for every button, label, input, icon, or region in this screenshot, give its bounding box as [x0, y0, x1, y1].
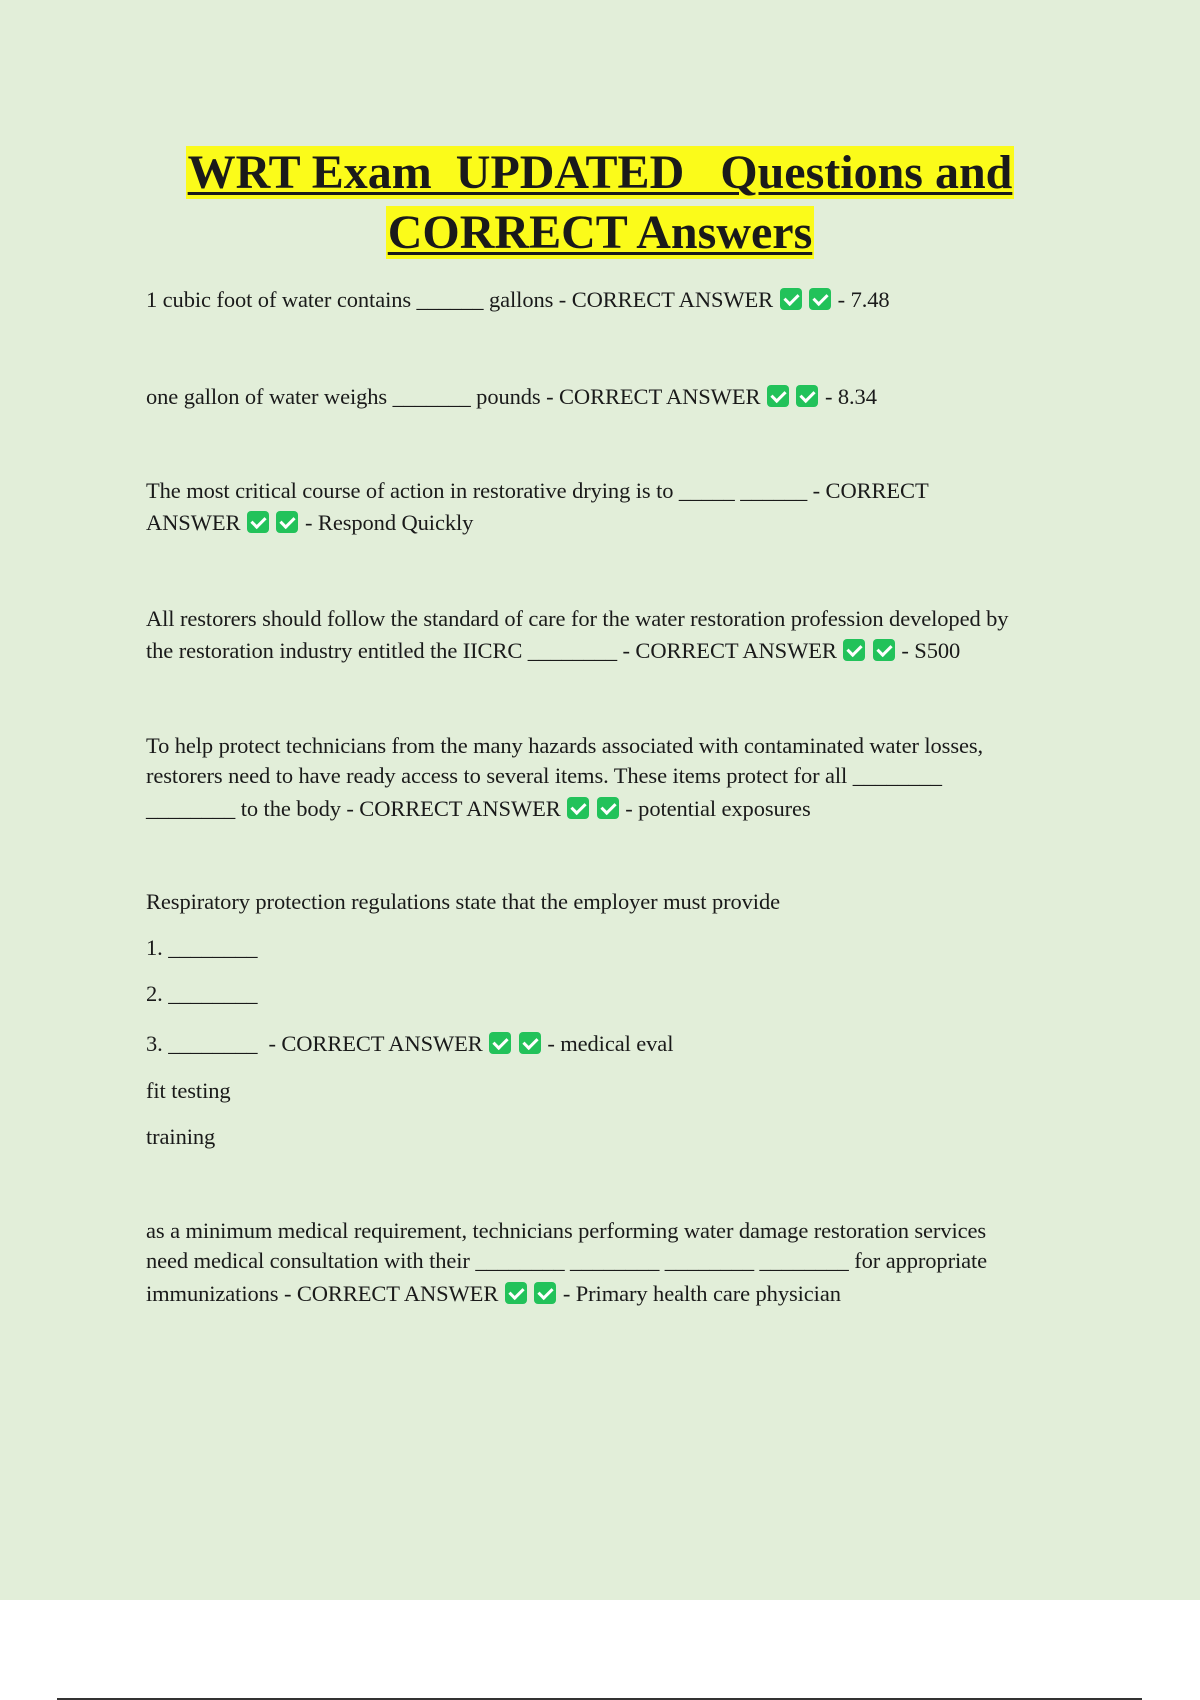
question-text: 1 cubic foot of water contains ______ gallons - CORRECT ANSWER [146, 287, 774, 312]
question-6-answer-2: fit testing [146, 1078, 231, 1103]
check-mark-icon [534, 1282, 556, 1304]
check-mark-icon [780, 288, 802, 310]
question-3-line-1: The most critical course of action in restorative drying is to _____ ______ - CORRECT [146, 478, 929, 503]
answer-text: - 8.34 [824, 384, 877, 409]
check-mark-icon [489, 1032, 511, 1054]
question-text: immunizations - CORRECT ANSWER [146, 1281, 499, 1306]
question-4-line-2 [146, 635, 960, 667]
check-mark-icon [796, 385, 818, 407]
question-6-line-1: Respiratory protection regulations state that the employer must provide [146, 889, 780, 914]
check-mark-icon [276, 511, 298, 533]
document-title [0, 143, 1200, 263]
question-6-item-1: 1. ________ [146, 935, 258, 960]
check-mark-icon [247, 511, 269, 533]
check-mark-icon [597, 797, 619, 819]
question-1 [146, 284, 890, 316]
check-mark-icon [843, 639, 865, 661]
question-4-line-1: All restorers should follow the standard of care for the water restoration profession developed by [146, 606, 1009, 631]
question-6-item-2: 2. ________ [146, 981, 258, 1006]
answer-text: - medical eval [547, 1031, 674, 1056]
check-mark-icon [873, 639, 895, 661]
question-text: 3. ________ - CORRECT ANSWER [146, 1031, 483, 1056]
answer-text: - Primary health care physician [562, 1281, 841, 1306]
question-5-line-2: restorers need to have ready access to several items. These items protect for all ________ [146, 763, 942, 788]
question-7-line-1: as a minimum medical requirement, technicians performing water damage restoration services [146, 1218, 987, 1243]
check-mark-icon [567, 797, 589, 819]
answer-text: - 7.48 [837, 287, 890, 312]
question-5-line-1: To help protect technicians from the many hazards associated with contaminated water losses, [146, 733, 984, 758]
answer-text: - Respond Quickly [305, 510, 474, 535]
check-mark-icon [505, 1282, 527, 1304]
question-7-line-2: need medical consultation with their ________ ________ ________ ________ for appropriate [146, 1248, 988, 1273]
check-mark-icon [767, 385, 789, 407]
question-text: ANSWER [146, 510, 241, 535]
question-text: ________ to the body - CORRECT ANSWER [146, 796, 561, 821]
question-5-line-3 [146, 793, 811, 825]
question-6-answer-3: training [146, 1124, 216, 1149]
question-7-line-3 [146, 1278, 841, 1310]
question-text: the restoration industry entitled the IICRC ________ - CORRECT ANSWER [146, 638, 837, 663]
question-6-item-3 [146, 1028, 673, 1060]
check-mark-icon [809, 288, 831, 310]
check-mark-icon [519, 1032, 541, 1054]
title-line-2: CORRECT Answers [387, 206, 813, 259]
question-3-line-2 [146, 507, 473, 539]
question-text: one gallon of water weighs _______ pounds - CORRECT ANSWER [146, 384, 761, 409]
question-2 [146, 381, 877, 413]
answer-text: - S500 [901, 638, 961, 663]
title-line-1: WRT Exam UPDATED Questions and [187, 146, 1013, 199]
answer-text: - potential exposures [625, 796, 811, 821]
